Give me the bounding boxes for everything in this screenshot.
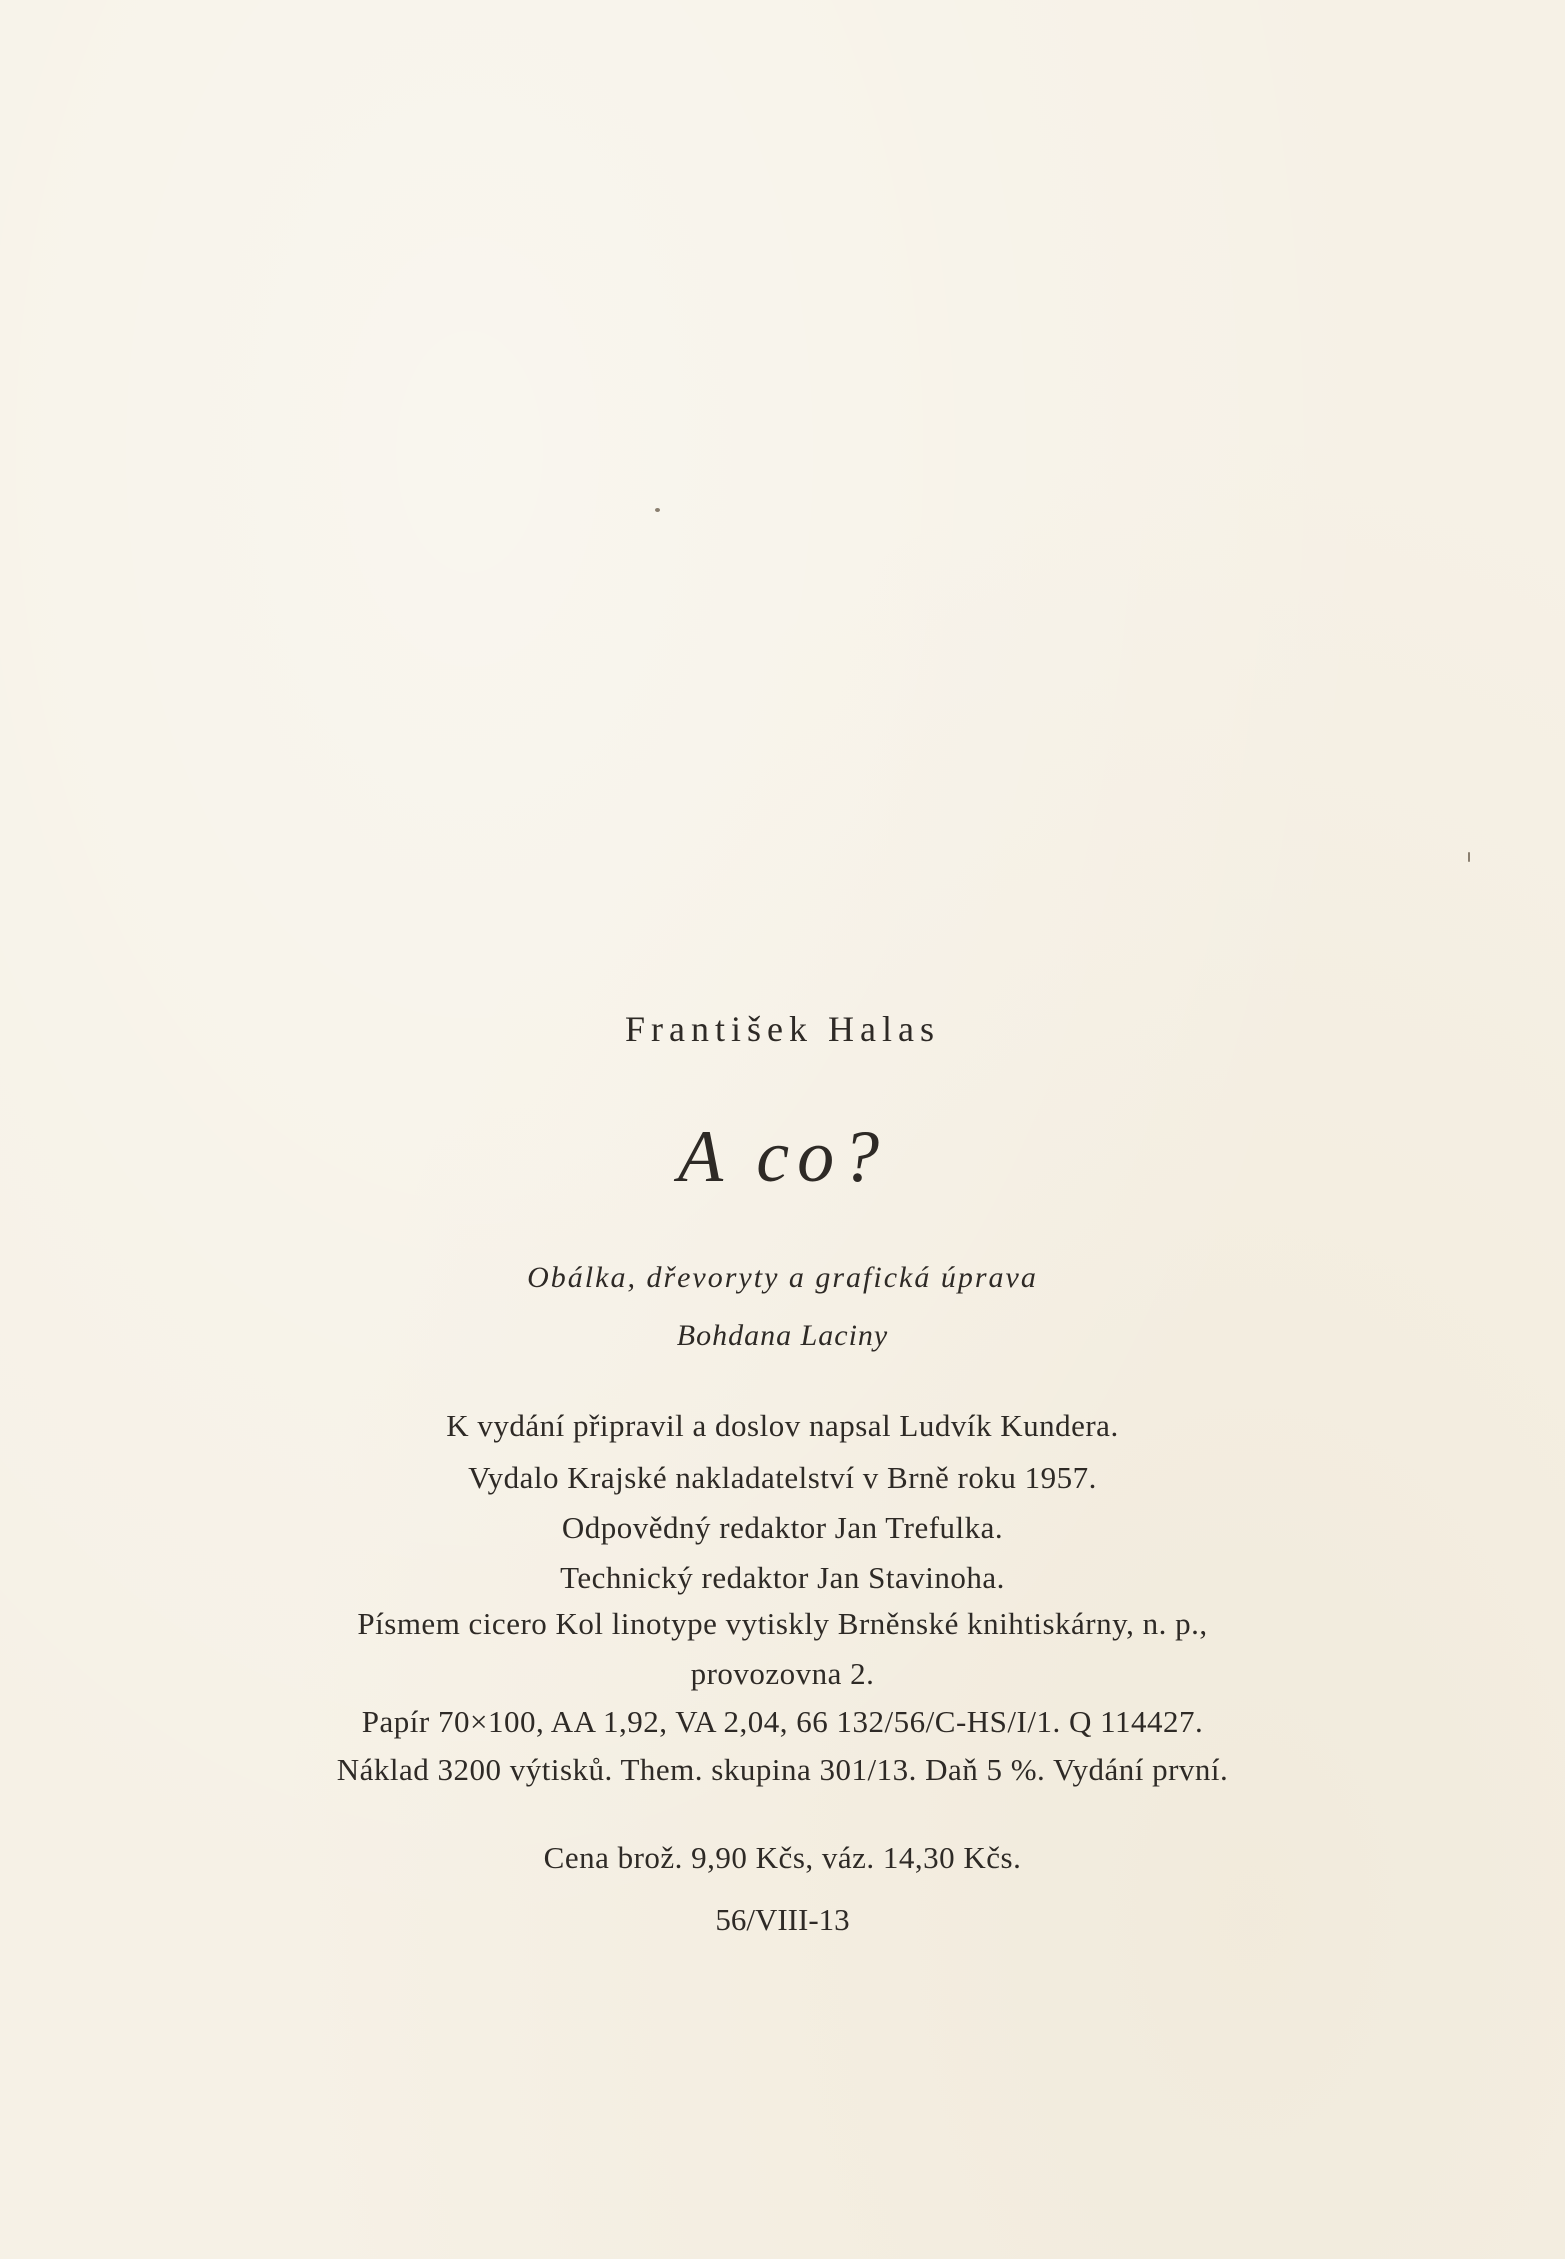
imprint-line: Vydalo Krajské nakladatelství v Brně roku 1957. [468, 1460, 1097, 1495]
price-line: Cena brož. 9,90 Kčs, váz. 14,30 Kčs. [543, 1840, 1022, 1875]
publication-code: 56/VIII-13 [715, 1902, 850, 1937]
imprint-line: K vydání připravil a doslov napsal Ludvík Kundera. [446, 1408, 1119, 1443]
paper-speck [655, 508, 660, 512]
imprint-line: Odpovědný redaktor Jan Trefulka. [561, 1510, 1004, 1545]
author-name: František Halas [625, 1009, 940, 1049]
imprint-line: Písmem cicero Kol linotype vytiskly Brněnské knihtiskárny, n. p., [357, 1606, 1208, 1641]
imprint-line: Náklad 3200 výtisků. Them. skupina 301/13. Daň 5 %. Vydání první. [336, 1752, 1229, 1787]
imprint-line: provozovna 2. [690, 1656, 875, 1691]
imprint-line: Technický redaktor Jan Stavinoha. [560, 1560, 1005, 1595]
design-credit: Obálka, dřevoryty a grafická úprava [527, 1261, 1038, 1294]
paper-speck [1468, 852, 1470, 862]
imprint-line: Papír 70×100, AA 1,92, VA 2,04, 66 132/56/C-HS/I/1. Q 114427. [361, 1704, 1204, 1739]
designer-name: Bohdana Laciny [676, 1319, 889, 1352]
book-title: A co? [677, 1116, 888, 1198]
